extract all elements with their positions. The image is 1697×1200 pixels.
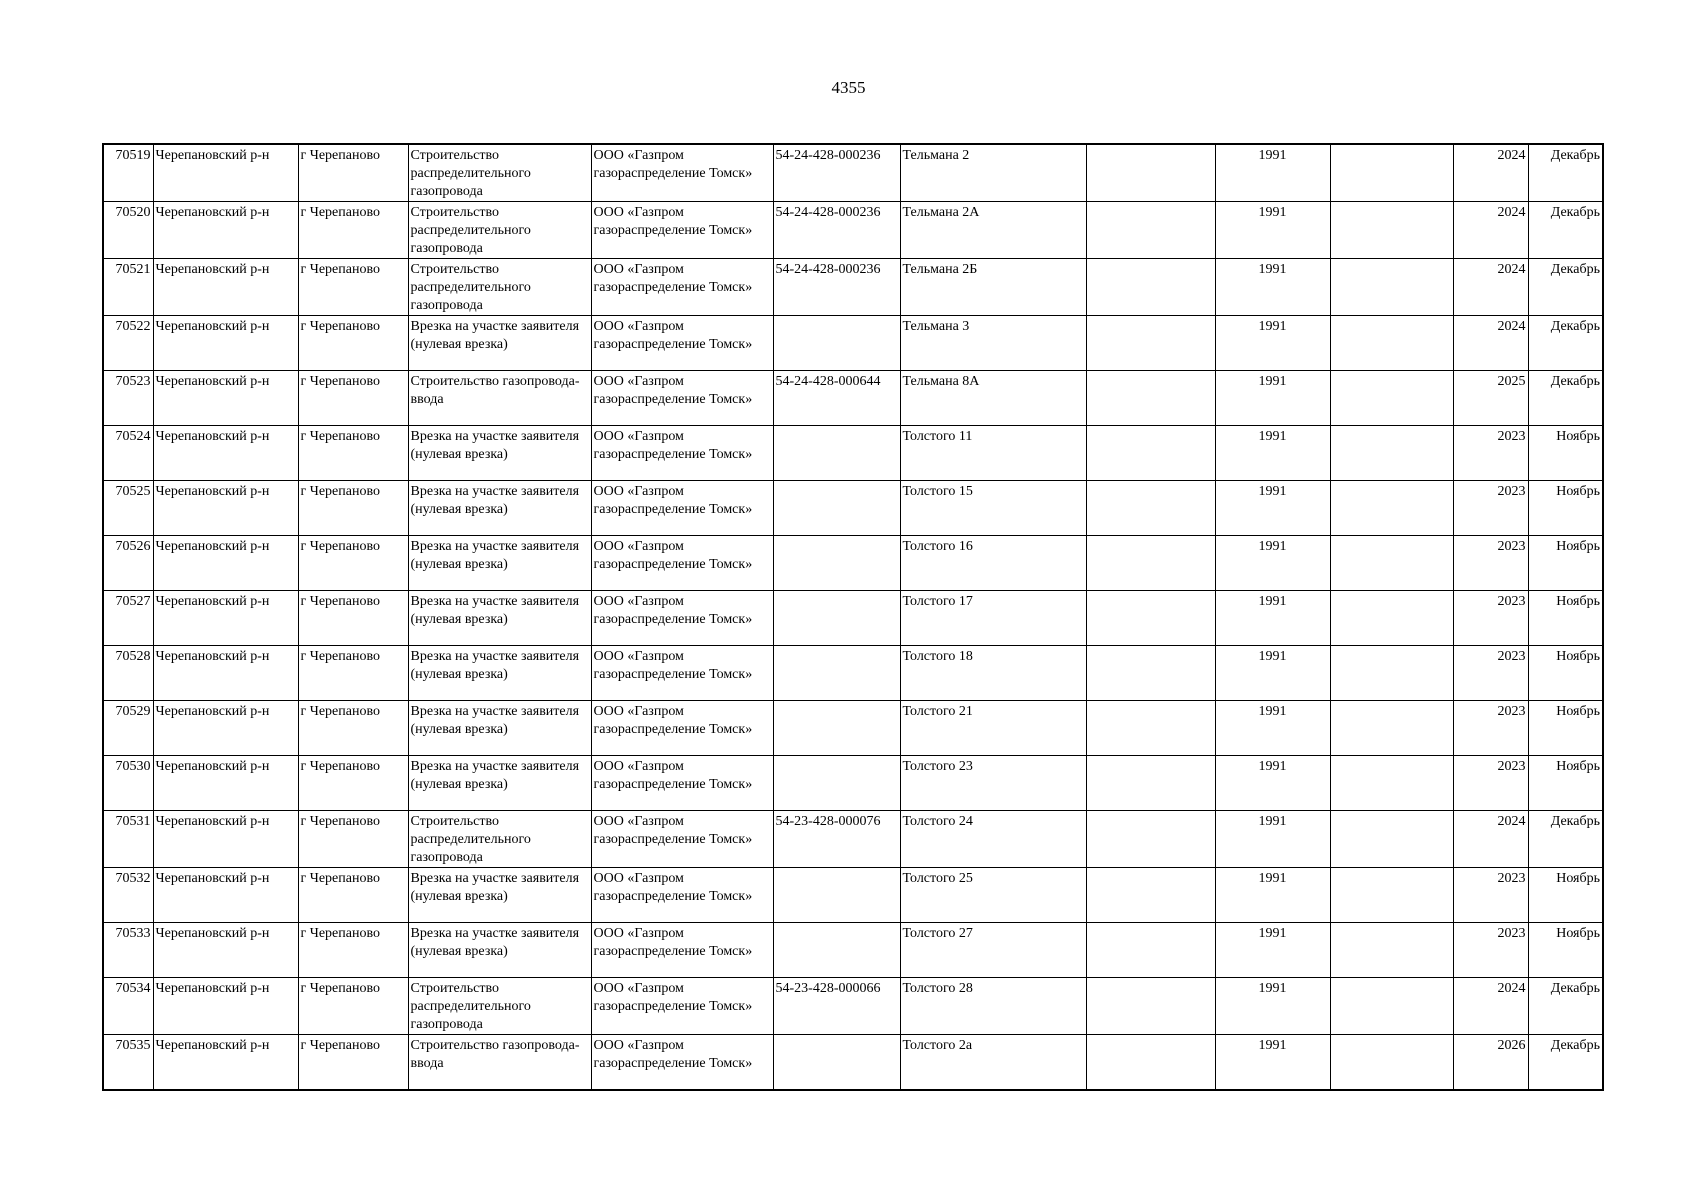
cell-organization: ООО «Газпром газораспределение Томск» [591, 202, 773, 259]
cell-organization: ООО «Газпром газораспределение Томск» [591, 756, 773, 811]
cell-empty [1086, 1035, 1215, 1090]
cell-organization: ООО «Газпром газораспределение Томск» [591, 591, 773, 646]
cell-code [773, 646, 900, 701]
cell-plan-year: 2023 [1453, 701, 1528, 756]
table-row [103, 978, 1603, 1035]
cell-code [773, 536, 900, 591]
cell-code [773, 426, 900, 481]
cell-code: 54-24-428-000644 [773, 371, 900, 426]
cell-district: Черепановский р-н [153, 316, 298, 371]
cell-plan-year: 2026 [1453, 1035, 1528, 1090]
cell-month: Ноябрь [1528, 868, 1603, 923]
cell-empty [1330, 978, 1453, 1035]
cell-number: 70523 [103, 371, 153, 426]
cell-empty [1330, 701, 1453, 756]
cell-code [773, 1035, 900, 1090]
cell-empty [1086, 978, 1215, 1035]
cell-month: Декабрь [1528, 1035, 1603, 1090]
cell-month: Ноябрь [1528, 536, 1603, 591]
cell-year: 1991 [1215, 978, 1330, 1035]
cell-address: Толстого 27 [900, 923, 1086, 978]
cell-empty [1086, 923, 1215, 978]
table-row [103, 426, 1603, 481]
cell-number: 70528 [103, 646, 153, 701]
cell-year: 1991 [1215, 144, 1330, 202]
cell-year: 1991 [1215, 536, 1330, 591]
cell-year: 1991 [1215, 811, 1330, 868]
cell-empty [1086, 811, 1215, 868]
gasification-table [102, 143, 1604, 1091]
cell-town: г Черепаново [298, 646, 408, 701]
cell-work-type: Врезка на участке заявителя (нулевая врезка) [408, 701, 591, 756]
cell-town: г Черепаново [298, 591, 408, 646]
cell-code [773, 481, 900, 536]
cell-organization: ООО «Газпром газораспределение Томск» [591, 811, 773, 868]
cell-address: Толстого 25 [900, 868, 1086, 923]
table-row [103, 923, 1603, 978]
cell-work-type: Врезка на участке заявителя (нулевая врезка) [408, 316, 591, 371]
table-row [103, 1035, 1603, 1090]
cell-town: г Черепаново [298, 144, 408, 202]
cell-month: Ноябрь [1528, 481, 1603, 536]
cell-plan-year: 2023 [1453, 756, 1528, 811]
cell-empty [1330, 868, 1453, 923]
cell-month: Ноябрь [1528, 701, 1603, 756]
cell-plan-year: 2024 [1453, 811, 1528, 868]
cell-plan-year: 2023 [1453, 923, 1528, 978]
cell-district: Черепановский р-н [153, 536, 298, 591]
cell-work-type: Врезка на участке заявителя (нулевая врезка) [408, 756, 591, 811]
cell-organization: ООО «Газпром газораспределение Томск» [591, 371, 773, 426]
cell-plan-year: 2024 [1453, 259, 1528, 316]
table-row [103, 756, 1603, 811]
cell-district: Черепановский р-н [153, 646, 298, 701]
cell-town: г Черепаново [298, 701, 408, 756]
cell-address: Тельмана 2 [900, 144, 1086, 202]
cell-work-type: Врезка на участке заявителя (нулевая врезка) [408, 591, 591, 646]
cell-number: 70527 [103, 591, 153, 646]
cell-town: г Черепаново [298, 316, 408, 371]
cell-year: 1991 [1215, 202, 1330, 259]
cell-town: г Черепаново [298, 259, 408, 316]
cell-organization: ООО «Газпром газораспределение Томск» [591, 426, 773, 481]
cell-number: 70530 [103, 756, 153, 811]
cell-year: 1991 [1215, 371, 1330, 426]
cell-address: Толстого 11 [900, 426, 1086, 481]
cell-plan-year: 2024 [1453, 316, 1528, 371]
cell-number: 70521 [103, 259, 153, 316]
cell-organization: ООО «Газпром газораспределение Томск» [591, 536, 773, 591]
cell-district: Черепановский р-н [153, 371, 298, 426]
cell-number: 70526 [103, 536, 153, 591]
cell-month: Декабрь [1528, 259, 1603, 316]
cell-work-type: Врезка на участке заявителя (нулевая врезка) [408, 646, 591, 701]
cell-empty [1330, 316, 1453, 371]
cell-district: Черепановский р-н [153, 923, 298, 978]
cell-month: Ноябрь [1528, 923, 1603, 978]
cell-month: Ноябрь [1528, 756, 1603, 811]
cell-work-type: Врезка на участке заявителя (нулевая врезка) [408, 426, 591, 481]
cell-address: Тельмана 2Б [900, 259, 1086, 316]
cell-year: 1991 [1215, 756, 1330, 811]
cell-district: Черепановский р-н [153, 978, 298, 1035]
cell-code [773, 923, 900, 978]
cell-plan-year: 2023 [1453, 481, 1528, 536]
cell-town: г Черепаново [298, 1035, 408, 1090]
table-row [103, 144, 1603, 202]
cell-empty [1330, 259, 1453, 316]
cell-work-type: Врезка на участке заявителя (нулевая врезка) [408, 923, 591, 978]
cell-organization: ООО «Газпром газораспределение Томск» [591, 144, 773, 202]
table-row [103, 202, 1603, 259]
cell-town: г Черепаново [298, 811, 408, 868]
cell-organization: ООО «Газпром газораспределение Томск» [591, 923, 773, 978]
cell-year: 1991 [1215, 868, 1330, 923]
cell-month: Декабрь [1528, 371, 1603, 426]
cell-month: Декабрь [1528, 978, 1603, 1035]
cell-number: 70533 [103, 923, 153, 978]
cell-year: 1991 [1215, 646, 1330, 701]
cell-work-type: Строительство распределительного газопровода [408, 978, 591, 1035]
cell-number: 70531 [103, 811, 153, 868]
cell-address: Толстого 17 [900, 591, 1086, 646]
cell-district: Черепановский р-н [153, 481, 298, 536]
cell-town: г Черепаново [298, 756, 408, 811]
cell-empty [1086, 144, 1215, 202]
cell-empty [1086, 316, 1215, 371]
cell-district: Черепановский р-н [153, 202, 298, 259]
cell-plan-year: 2023 [1453, 868, 1528, 923]
cell-work-type: Строительство распределительного газопровода [408, 202, 591, 259]
cell-district: Черепановский р-н [153, 1035, 298, 1090]
cell-code [773, 756, 900, 811]
cell-work-type: Строительство газопровода-ввода [408, 371, 591, 426]
cell-year: 1991 [1215, 316, 1330, 371]
cell-code: 54-24-428-000236 [773, 259, 900, 316]
cell-work-type: Строительство распределительного газопровода [408, 144, 591, 202]
cell-empty [1330, 591, 1453, 646]
cell-address: Толстого 24 [900, 811, 1086, 868]
cell-organization: ООО «Газпром газораспределение Томск» [591, 978, 773, 1035]
cell-plan-year: 2023 [1453, 536, 1528, 591]
cell-empty [1330, 811, 1453, 868]
cell-empty [1330, 371, 1453, 426]
cell-organization: ООО «Газпром газораспределение Томск» [591, 481, 773, 536]
table-body [103, 144, 1603, 1090]
table-row [103, 481, 1603, 536]
cell-code: 54-23-428-000076 [773, 811, 900, 868]
cell-empty [1086, 371, 1215, 426]
cell-month: Ноябрь [1528, 426, 1603, 481]
cell-empty [1330, 202, 1453, 259]
cell-empty [1086, 701, 1215, 756]
cell-district: Черепановский р-н [153, 144, 298, 202]
cell-plan-year: 2023 [1453, 426, 1528, 481]
cell-district: Черепановский р-н [153, 259, 298, 316]
cell-organization: ООО «Газпром газораспределение Томск» [591, 646, 773, 701]
cell-empty [1330, 1035, 1453, 1090]
cell-year: 1991 [1215, 923, 1330, 978]
cell-month: Ноябрь [1528, 646, 1603, 701]
cell-month: Декабрь [1528, 811, 1603, 868]
cell-work-type: Врезка на участке заявителя (нулевая врезка) [408, 481, 591, 536]
cell-address: Толстого 16 [900, 536, 1086, 591]
cell-address: Тельмана 2А [900, 202, 1086, 259]
cell-district: Черепановский р-н [153, 756, 298, 811]
cell-empty [1086, 756, 1215, 811]
table-row [103, 371, 1603, 426]
cell-month: Декабрь [1528, 316, 1603, 371]
cell-organization: ООО «Газпром газораспределение Томск» [591, 1035, 773, 1090]
cell-district: Черепановский р-н [153, 701, 298, 756]
cell-number: 70522 [103, 316, 153, 371]
cell-work-type: Строительство распределительного газопровода [408, 259, 591, 316]
cell-district: Черепановский р-н [153, 426, 298, 481]
cell-code [773, 316, 900, 371]
cell-empty [1086, 868, 1215, 923]
cell-plan-year: 2023 [1453, 591, 1528, 646]
cell-district: Черепановский р-н [153, 591, 298, 646]
cell-district: Черепановский р-н [153, 811, 298, 868]
cell-address: Толстого 18 [900, 646, 1086, 701]
cell-code: 54-24-428-000236 [773, 144, 900, 202]
cell-number: 70524 [103, 426, 153, 481]
cell-organization: ООО «Газпром газораспределение Томск» [591, 316, 773, 371]
table-row [103, 536, 1603, 591]
cell-empty [1086, 426, 1215, 481]
cell-number: 70535 [103, 1035, 153, 1090]
table-row [103, 646, 1603, 701]
cell-address: Тельмана 3 [900, 316, 1086, 371]
cell-work-type: Строительство газопровода-ввода [408, 1035, 591, 1090]
table-row [103, 316, 1603, 371]
cell-code [773, 868, 900, 923]
cell-empty [1086, 259, 1215, 316]
cell-number: 70520 [103, 202, 153, 259]
cell-number: 70525 [103, 481, 153, 536]
cell-number: 70532 [103, 868, 153, 923]
cell-empty [1086, 536, 1215, 591]
cell-work-type: Строительство распределительного газопровода [408, 811, 591, 868]
cell-month: Декабрь [1528, 202, 1603, 259]
cell-code [773, 701, 900, 756]
cell-year: 1991 [1215, 591, 1330, 646]
cell-empty [1330, 536, 1453, 591]
cell-district: Черепановский р-н [153, 868, 298, 923]
cell-town: г Черепаново [298, 923, 408, 978]
cell-town: г Черепаново [298, 426, 408, 481]
cell-empty [1330, 923, 1453, 978]
cell-year: 1991 [1215, 481, 1330, 536]
table-row [103, 811, 1603, 868]
cell-town: г Черепаново [298, 371, 408, 426]
cell-town: г Черепаново [298, 978, 408, 1035]
cell-town: г Черепаново [298, 536, 408, 591]
cell-town: г Черепаново [298, 868, 408, 923]
cell-empty [1330, 481, 1453, 536]
cell-organization: ООО «Газпром газораспределение Томск» [591, 701, 773, 756]
cell-address: Толстого 21 [900, 701, 1086, 756]
cell-address: Толстого 28 [900, 978, 1086, 1035]
table-row [103, 259, 1603, 316]
cell-empty [1330, 756, 1453, 811]
cell-empty [1086, 202, 1215, 259]
cell-town: г Черепаново [298, 481, 408, 536]
cell-code: 54-24-428-000236 [773, 202, 900, 259]
cell-work-type: Врезка на участке заявителя (нулевая врезка) [408, 536, 591, 591]
cell-plan-year: 2024 [1453, 978, 1528, 1035]
cell-plan-year: 2024 [1453, 202, 1528, 259]
cell-number: 70534 [103, 978, 153, 1035]
cell-empty [1086, 646, 1215, 701]
cell-year: 1991 [1215, 259, 1330, 316]
cell-work-type: Врезка на участке заявителя (нулевая врезка) [408, 868, 591, 923]
cell-month: Декабрь [1528, 144, 1603, 202]
cell-empty [1086, 591, 1215, 646]
cell-empty [1330, 646, 1453, 701]
cell-plan-year: 2023 [1453, 646, 1528, 701]
cell-organization: ООО «Газпром газораспределение Томск» [591, 868, 773, 923]
cell-organization: ООО «Газпром газораспределение Томск» [591, 259, 773, 316]
cell-empty [1086, 481, 1215, 536]
cell-address: Толстого 2а [900, 1035, 1086, 1090]
cell-address: Толстого 23 [900, 756, 1086, 811]
page-number: 4355 [831, 78, 866, 97]
cell-year: 1991 [1215, 426, 1330, 481]
cell-plan-year: 2024 [1453, 144, 1528, 202]
cell-address: Тельмана 8А [900, 371, 1086, 426]
cell-empty [1330, 426, 1453, 481]
cell-month: Ноябрь [1528, 591, 1603, 646]
table-row [103, 868, 1603, 923]
cell-year: 1991 [1215, 701, 1330, 756]
cell-town: г Черепаново [298, 202, 408, 259]
cell-code: 54-23-428-000066 [773, 978, 900, 1035]
cell-empty [1330, 144, 1453, 202]
table-row [103, 701, 1603, 756]
cell-number: 70519 [103, 144, 153, 202]
cell-address: Толстого 15 [900, 481, 1086, 536]
cell-year: 1991 [1215, 1035, 1330, 1090]
cell-number: 70529 [103, 701, 153, 756]
cell-code [773, 591, 900, 646]
cell-plan-year: 2025 [1453, 371, 1528, 426]
table-row [103, 591, 1603, 646]
